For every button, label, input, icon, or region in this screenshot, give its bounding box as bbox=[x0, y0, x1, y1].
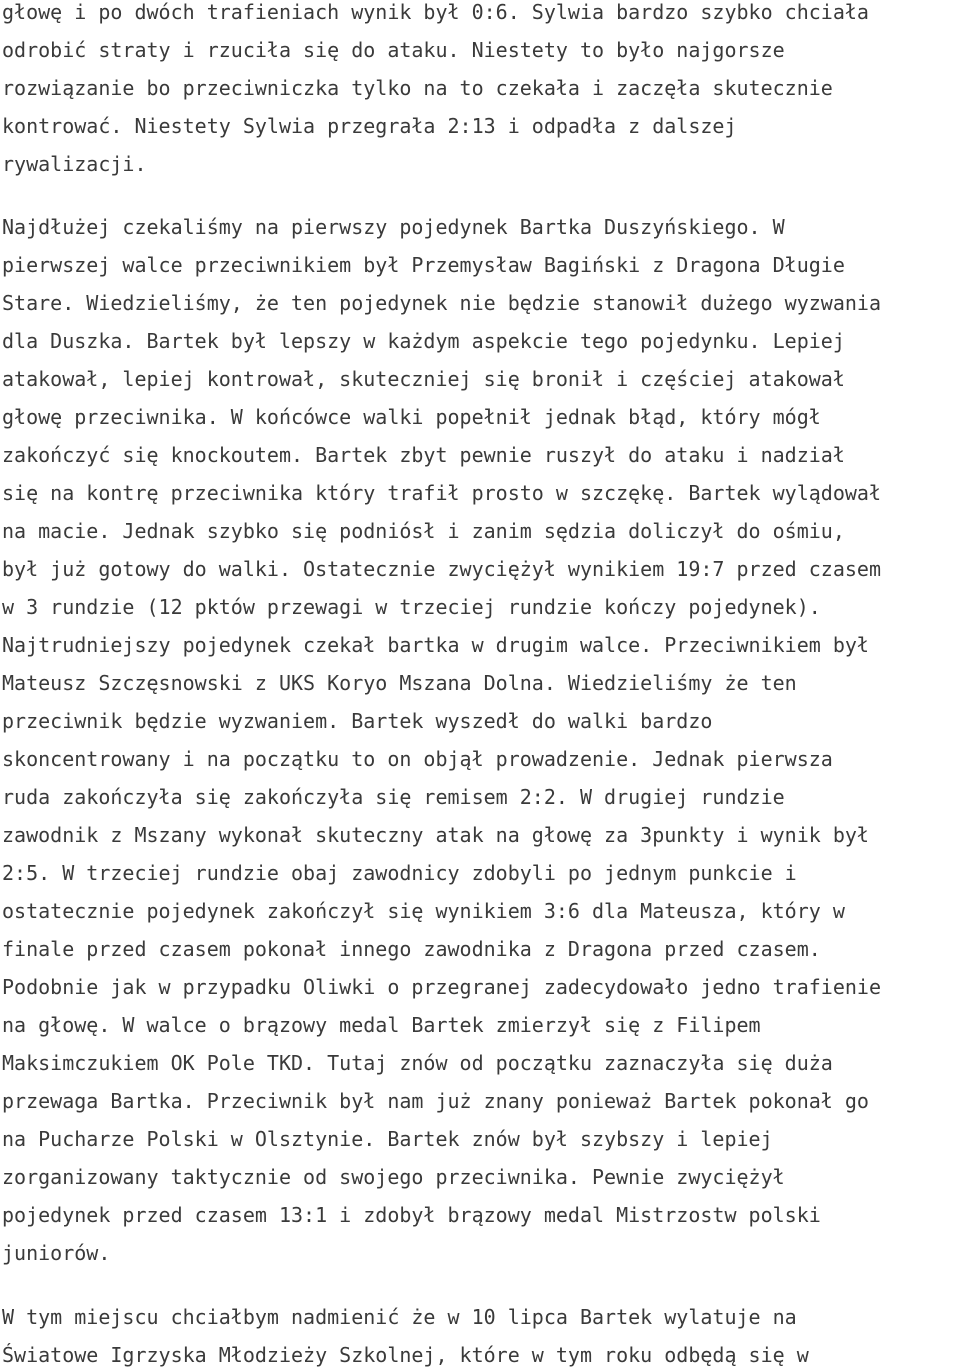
text-line: ruda zakończyła się zakończyła się remisem 2:2. W drugiej rundzie bbox=[2, 785, 785, 809]
text-line: Najtrudniejszy pojedynek czekał bartka w drugim walce. Przeciwnikiem był bbox=[2, 633, 869, 657]
text-line: skoncentrowany i na początku to on objął prowadzenie. Jednak pierwsza bbox=[2, 747, 833, 771]
text-line: się na kontrę przeciwnika który trafił prosto w szczękę. Bartek wylądował bbox=[2, 481, 881, 505]
text-line: 2:5. W trzeciej rundzie obaj zawodnicy zdobyli po jednym punkcie i bbox=[2, 861, 797, 885]
text-line: głowę i po dwóch trafieniach wynik był 0:6. Sylwia bardzo szybko chciała bbox=[2, 0, 869, 24]
text-line: głowę przeciwnika. W końcówce walki popełnił jednak błąd, który mógł bbox=[2, 405, 821, 429]
text-line: Mateusz Szczęsnowski z UKS Koryo Mszana Dolna. Wiedzieliśmy że ten bbox=[2, 671, 797, 695]
text-line: finale przed czasem pokonał innego zawodnika z Dragona przed czasem. bbox=[2, 937, 821, 961]
text-line: Najdłużej czekaliśmy na pierwszy pojedynek Bartka Duszyńskiego. W bbox=[2, 215, 785, 239]
text-line: zawodnik z Mszany wykonał skuteczny atak na głowę za 3punkty i wynik był bbox=[2, 823, 869, 847]
text-line: zorganizowany taktycznie od swojego przeciwnika. Pewnie zwyciężył bbox=[2, 1165, 785, 1189]
text-line: Podobnie jak w przypadku Oliwki o przegranej zadecydowało jedno trafienie bbox=[2, 975, 881, 999]
text-line: Światowe Igrzyska Młodzieży Szkolnej, które w tym roku odbędą się w bbox=[2, 1343, 809, 1367]
text-line: na macie. Jednak szybko się podniósł i zanim sędzia doliczył do ośmiu, bbox=[2, 519, 845, 543]
text-line: zakończyć się knockoutem. Bartek zbyt pewnie ruszył do ataku i nadział bbox=[2, 443, 845, 467]
text-line: W tym miejscu chciałbym nadmienić że w 10 lipca Bartek wylatuje na bbox=[2, 1305, 797, 1329]
text-line: był już gotowy do walki. Ostatecznie zwyciężył wynikiem 19:7 przed czasem bbox=[2, 557, 881, 581]
text-line: rywalizacji. bbox=[2, 152, 147, 176]
text-line: Maksimczukiem OK Pole TKD. Tutaj znów od początku zaznaczyła się duża bbox=[2, 1051, 833, 1075]
text-line: w 3 rundzie (12 pktów przewagi w trzeciej rundzie kończy pojedynek). bbox=[2, 595, 821, 619]
text-line: kontrować. Niestety Sylwia przegrała 2:13 i odpadła z dalszej bbox=[2, 114, 737, 138]
text-line: na Pucharze Polski w Olsztynie. Bartek znów był szybszy i lepiej bbox=[2, 1127, 773, 1151]
text-line: odrobić straty i rzuciła się do ataku. Niestety to było najgorsze bbox=[2, 38, 785, 62]
text-line: ostatecznie pojedynek zakończył się wynikiem 3:6 dla Mateusza, który w bbox=[2, 899, 845, 923]
text-line: juniorów. bbox=[2, 1241, 111, 1265]
text-line: atakował, lepiej kontrował, skuteczniej się bronił i częściej atakował bbox=[2, 367, 845, 391]
text-line: przeciwnik będzie wyzwaniem. Bartek wyszedł do walki bardzo bbox=[2, 709, 713, 733]
text-line: pojedynek przed czasem 13:1 i zdobył brązowy medal Mistrzostw polski bbox=[2, 1203, 821, 1227]
text-line: przewaga Bartka. Przeciwnik był nam już znany ponieważ Bartek pokonał go bbox=[2, 1089, 869, 1113]
text-line: Stare. Wiedzieliśmy, że ten pojedynek nie będzie stanowił dużego wyzwania bbox=[2, 291, 881, 315]
text-line: na głowę. W walce o brązowy medal Bartek zmierzył się z Filipem bbox=[2, 1013, 761, 1037]
text-line: rozwiązanie bo przeciwniczka tylko na to czekała i zaczęła skutecznie bbox=[2, 76, 833, 100]
text-line: dla Duszka. Bartek był lepszy w każdym aspekcie tego pojedynku. Lepiej bbox=[2, 329, 845, 353]
text-line: pierwszej walce przeciwnikiem był Przemysław Bagiński z Dragona Długie bbox=[2, 253, 845, 277]
